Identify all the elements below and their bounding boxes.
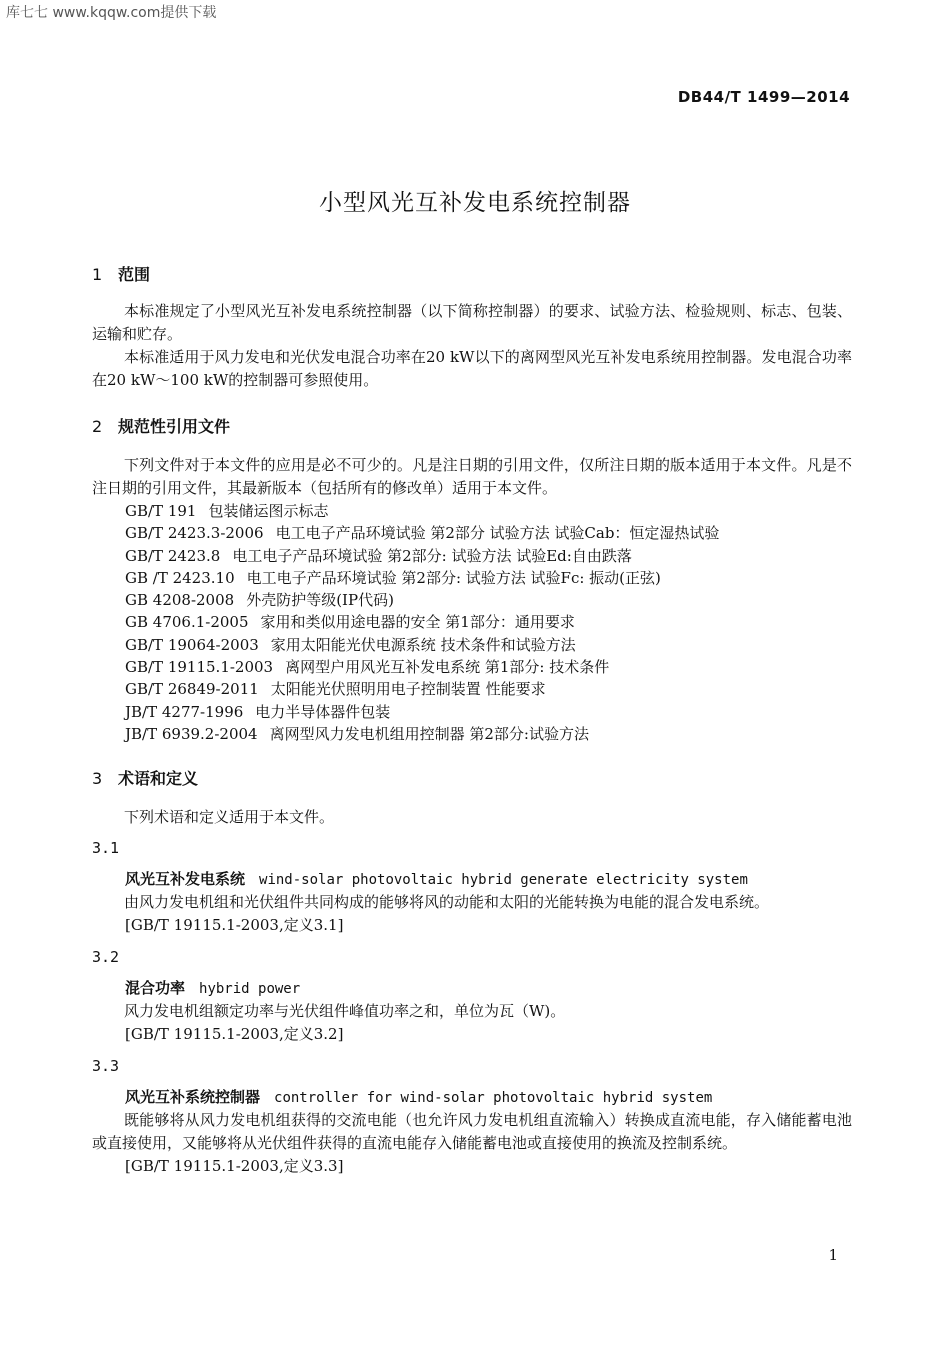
term-definition: 由风力发电机组和光伏组件共同构成的能够将风的动能和太阳的光能转换为电能的混合发电系统。 [124, 893, 770, 911]
reference-list [92, 500, 852, 745]
reference-item [92, 545, 852, 567]
term-title [92, 1086, 852, 1109]
term-english: wind-solar photovoltaic hybrid generate electricity system [259, 872, 748, 888]
term-number: 3.1 [92, 839, 120, 857]
reference-code: GB 4706.1-2005 [125, 613, 249, 632]
term-chinese: 风光互补发电系统 [125, 870, 246, 888]
section-heading [92, 264, 852, 286]
reference-item [92, 500, 852, 522]
reference-item [92, 611, 852, 633]
term-title [92, 868, 852, 891]
reference-code: JB/T 6939.2-2004 [125, 724, 258, 743]
reference-code: GB/T 191 [125, 502, 197, 520]
section-heading [92, 768, 852, 790]
reference-title: 外壳防护等级(IP代码) [246, 591, 394, 610]
section-title: 规范性引用文件 [118, 417, 231, 436]
paragraph: 本标准适用于风力发电和光伏发电混合功率在20 kW以下的离网型风光互补发电系统用控制器。发电混合功率在20 kW～100 kW的控制器可参照使用。 [92, 348, 852, 389]
reference-title: 太阳能光伏照明用电子控制装置 性能要求 [270, 680, 546, 699]
reference-code: GB/T 2423.8 [125, 546, 221, 565]
reference-title: 家用太阳能光伏电源系统 技术条件和试验方法 [270, 635, 576, 654]
section-title: 范围 [118, 265, 151, 284]
paragraph: 下列文件对于本文件的应用是必不可少的。凡是注日期的引用文件，仅所注日期的版本适用于本文件。凡是不注日期的引用文件，其最新版本（包括所有的修改单）适用于本文件。 [92, 456, 852, 497]
term-source: [GB/T 19115.1-2003,定义3.1] [125, 916, 344, 934]
term-entry [92, 1057, 852, 1177]
section-heading [92, 416, 852, 438]
term-chinese: 风光互补系统控制器 [125, 1088, 261, 1106]
term-chinese: 混合功率 [125, 979, 186, 997]
term-number: 3.3 [92, 1057, 120, 1075]
term-entry [92, 839, 852, 936]
section-number: 2 [92, 417, 103, 436]
reference-title: 电工电子产品环境试验 第2部分: 试验方法 试验Fc: 振动(正弦) [246, 568, 661, 587]
term-entry [92, 948, 852, 1045]
reference-item [92, 701, 852, 723]
reference-code: GB/T 19064-2003 [125, 635, 259, 654]
term-english: hybrid power [199, 981, 301, 997]
section-number: 1 [92, 265, 103, 284]
reference-code: GB/T 19115.1-2003 [125, 658, 274, 677]
reference-title: 包装储运图示标志 [208, 502, 329, 520]
document-title: 小型风光互补发电系统控制器 [319, 190, 631, 216]
reference-item [92, 589, 852, 611]
reference-title: 家用和类似用途电器的安全 第1部分：通用要求 [260, 613, 575, 632]
term-source: [GB/T 19115.1-2003,定义3.2] [125, 1025, 344, 1043]
reference-code: JB/T 4277-1996 [125, 702, 244, 721]
reference-item [92, 656, 852, 678]
reference-item [92, 567, 852, 589]
reference-code: GB /T 2423.10 [125, 568, 235, 587]
reference-item [92, 634, 852, 656]
term-number: 3.2 [92, 948, 120, 966]
reference-item [92, 723, 852, 745]
term-english: controller for wind-solar photovoltaic hybrid system [274, 1090, 713, 1106]
reference-item [92, 678, 852, 700]
reference-title: 电力半导体器件包装 [255, 702, 391, 721]
section-terms-definitions [92, 768, 852, 1177]
term-title [92, 977, 852, 1000]
reference-title: 电工电子产品环境试验 第2部分 试验方法 试验Cab：恒定湿热试验 [275, 524, 720, 543]
term-definition: 既能够将从风力发电机组获得的交流电能（也允许风力发电机组直流输入）转换成直流电能，存入储能蓄电池或直接使用，又能够将从光伏组件获得的直流电能存入储能蓄电池或直接使用的换流及控制系统。 [92, 1111, 852, 1152]
page-number: 1 [828, 1246, 838, 1264]
term-source: [GB/T 19115.1-2003,定义3.3] [125, 1157, 344, 1175]
reference-code: GB/T 26849-2011 [125, 680, 259, 699]
reference-title: 离网型户用风光互补发电系统 第1部分: 技术条件 [285, 658, 610, 677]
term-definition: 风力发电机组额定功率与光伏组件峰值功率之和，单位为瓦（W)。 [124, 1002, 566, 1020]
standard-code: DB44/T 1499—2014 [677, 88, 850, 106]
section-number: 3 [92, 769, 103, 788]
section-title: 术语和定义 [118, 769, 199, 788]
section-scope [92, 264, 852, 392]
section-normative-references [92, 416, 852, 745]
reference-code: GB/T 2423.3-2006 [125, 524, 264, 543]
reference-item [92, 522, 852, 544]
reference-code: GB 4208-2008 [125, 591, 235, 610]
paragraph: 本标准规定了小型风光互补发电系统控制器（以下简称控制器）的要求、试验方法、检验规则、标志、包装、运输和贮存。 [92, 302, 852, 343]
paragraph: 下列术语和定义适用于本文件。 [124, 808, 335, 826]
watermark-text: 库七七 www.kqqw.com提供下载 [6, 5, 217, 21]
reference-title: 离网型风力发电机组用控制器 第2部分:试验方法 [269, 724, 589, 743]
reference-title: 电工电子产品环境试验 第2部分: 试验方法 试验Ed:自由跌落 [232, 546, 632, 565]
